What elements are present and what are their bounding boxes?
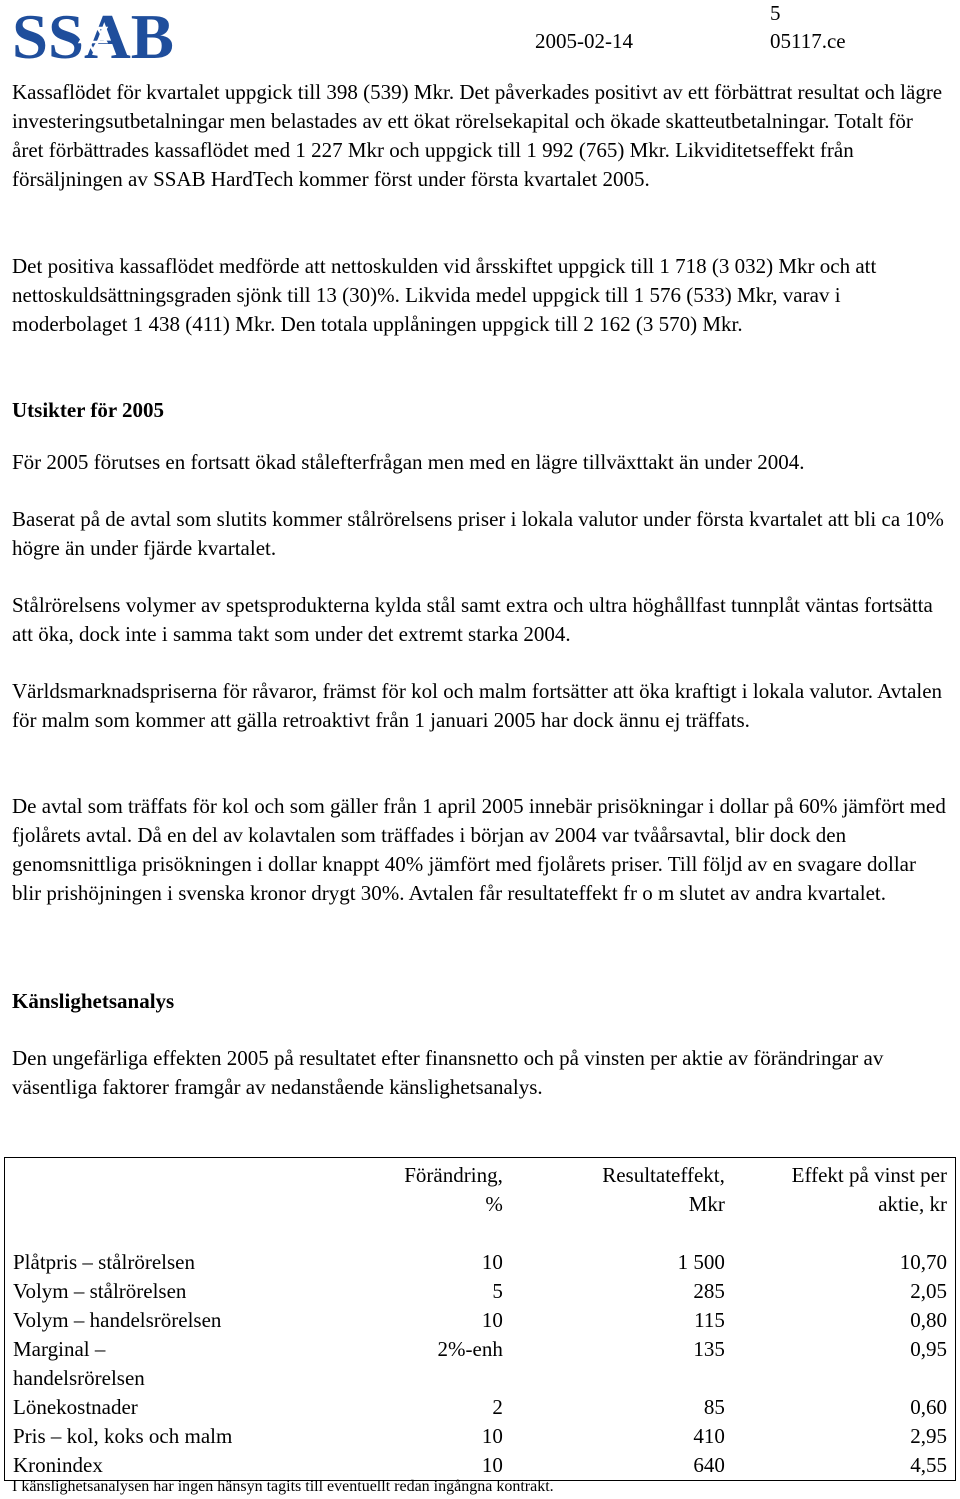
page-number: 5	[770, 1, 781, 25]
table-row	[5, 1248, 956, 1277]
row-result-effect: 135	[693, 1337, 725, 1361]
paragraph-cashflow: Kassaflödet för kvartalet uppgick till 398 (539) Mkr. Det påverkades positivt av ett förbättrat resultat och lägre investeringsutbetalningar men belastades av ett ökat rörelsekapital och ökade skatteutbetalningar. Totalt för året förbättrades kassaflödet med 1 227 Mkr och uppgick till 1 992 (765) Mkr. Likviditetseffekt från försäljningen av SSAB HardTech kommer först under första kvartalet 2005.	[12, 80, 943, 191]
row-eps-effect: 0,95	[910, 1337, 947, 1361]
header-eps-line2: aktie, kr	[878, 1192, 947, 1216]
row-eps-effect: 10,70	[899, 1250, 947, 1274]
row-change: 10	[481, 1424, 503, 1448]
table-row	[5, 1306, 956, 1335]
header-date: 2005-02-14	[535, 29, 633, 53]
heading-outlook: Utsikter för 2005	[12, 398, 165, 422]
header-result-line2: Mkr	[688, 1192, 725, 1216]
table-row	[5, 1277, 956, 1306]
row-change: 10	[481, 1308, 503, 1332]
paragraph-volumes: Stålrörelsens volymer av spetsprodukterna kylda stål samt extra och ultra höghållfast tunnplåt väntas fortsätta att öka, dock inte i samma takt som under det extremt starka 2004.	[12, 593, 933, 646]
row-change: 10	[481, 1250, 503, 1274]
row-change: 5	[492, 1279, 503, 1303]
row-eps-effect: 2,95	[910, 1424, 947, 1448]
paragraph-prices: Baserat på de avtal som slutits kommer stålrörelsens priser i lokala valutor under första kvartalet att bli ca 10% högre än under fjärde kvartalet.	[12, 507, 944, 560]
paragraph-raw-materials: Världsmarknadspriserna för råvaror, främst för kol och malm fortsätter att öka kraftigt i lokala valutor. Avtalen för malm som kommer att gälla retroaktivt från 1 januari 2005 har dock ännu ej träffats.	[12, 679, 943, 732]
table-row	[5, 1335, 956, 1393]
header-factor	[5, 1158, 320, 1220]
row-eps-effect: 0,60	[910, 1395, 947, 1419]
row-change: 2	[492, 1395, 503, 1419]
paragraph-net-debt: Det positiva kassaflödet medförde att nettoskulden vid årsskiftet uppgick till 1 718 (3 032) Mkr och att nettoskuldsättningsgraden sjönk till 13 (30)%. Likvida medel uppgick till 1 576 (533) Mkr, varav i moderbolaget 1 438 (411) Mkr. Den totala upplåningen uppgick till 2 162 (3 570) Mkr.	[12, 254, 877, 336]
row-result-effect: 85	[703, 1395, 725, 1419]
heading-sensitivity: Känslighetsanalys	[12, 989, 175, 1013]
row-eps-effect: 4,55	[910, 1453, 947, 1477]
header-change-line2: %	[485, 1192, 503, 1216]
paragraph-coal-agreements: De avtal som träffats för kol och som gäller från 1 april 2005 innebär prisökningar i dollar på 60% jämfört med fjolårets avtal. Då en del av kolavtalen som träffades i början av 2004 var tvåårsavtal, blir dock den genomsnittliga prisökningen i dollar knappt 40% jämfört med fjolårets priser. Till följd av en svagare dollar blir prishöjningen i svenska kronor drygt 30%. Avtalen får resultateffekt fr o m slutet av andra kvartalet.	[12, 794, 946, 905]
row-factor: Kronindex	[13, 1453, 103, 1477]
row-factor: Volym – stålrörelsen	[13, 1279, 187, 1303]
row-result-effect: 285	[693, 1279, 725, 1303]
ssab-logo	[12, 6, 174, 64]
header-result-line1: Resultateffekt,	[602, 1163, 725, 1187]
row-factor: Lönekostnader	[13, 1395, 138, 1419]
table-row	[5, 1393, 956, 1422]
row-change: 10	[481, 1453, 503, 1477]
row-factor: Marginal – handelsrörelsen	[13, 1337, 145, 1390]
row-eps-effect: 0,80	[910, 1308, 947, 1332]
header-eps-line1: Effekt på vinst per	[791, 1163, 947, 1187]
row-result-effect: 115	[694, 1308, 725, 1332]
row-change: 2%-enh	[437, 1337, 503, 1361]
ssab-logo-text: SSAB	[12, 6, 174, 64]
header-result-effect	[511, 1158, 733, 1220]
row-factor: Pris – kol, koks och malm	[13, 1424, 233, 1448]
row-result-effect: 1 500	[677, 1250, 725, 1274]
row-eps-effect: 2,05	[910, 1279, 947, 1303]
table-header-row	[5, 1158, 956, 1220]
header-change	[320, 1158, 511, 1220]
header-eps-effect	[733, 1158, 956, 1220]
paragraph-sensitivity-intro: Den ungefärliga effekten 2005 på resultatet efter finansnetto och på vinsten per aktie av förändringar av väsentliga faktorer framgår av nedanstående känslighetsanalys.	[12, 1046, 884, 1099]
row-factor: Plåtpris – stålrörelsen	[13, 1250, 195, 1274]
row-result-effect: 410	[693, 1424, 725, 1448]
paragraph-demand: För 2005 förutses en fortsatt ökad stålefterfrågan men med en lägre tillväxttakt än under 2004.	[12, 450, 805, 474]
header-change-line1: Förändring,	[404, 1163, 503, 1187]
table-row	[5, 1422, 956, 1451]
row-result-effect: 640	[693, 1453, 725, 1477]
table-footnote: I känslighetsanalysen har ingen hänsyn tagits till eventuellt redan ingångna kontrakt.	[12, 1478, 554, 1495]
doc-code: 05117.ce	[770, 29, 846, 53]
row-factor: Volym – handelsrörelsen	[13, 1308, 222, 1332]
sensitivity-table	[4, 1157, 956, 1481]
